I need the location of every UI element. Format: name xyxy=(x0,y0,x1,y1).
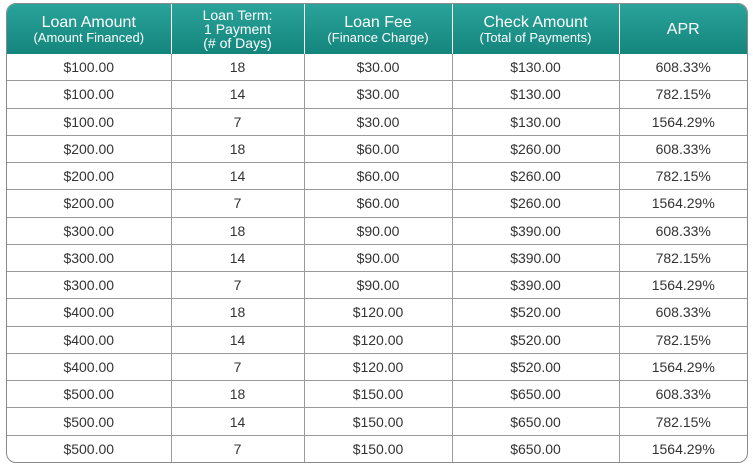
cell-loan-term: 7 xyxy=(171,353,304,380)
table-row xyxy=(7,190,747,217)
cell-loan-amount: $400.00 xyxy=(7,353,171,380)
cell-loan-amount: $100.00 xyxy=(7,81,171,108)
cell-loan-fee: $90.00 xyxy=(304,244,452,271)
table-row xyxy=(7,108,747,135)
cell-check-amount: $650.00 xyxy=(452,435,619,462)
cell-loan-fee: $150.00 xyxy=(304,435,452,462)
header-loan-amount-sublabel: (Amount Financed) xyxy=(33,29,145,45)
cell-check-amount: $260.00 xyxy=(452,135,619,162)
cell-loan-fee: $30.00 xyxy=(304,81,452,108)
table-row xyxy=(7,135,747,162)
table-body xyxy=(7,54,747,462)
table-header xyxy=(7,4,747,54)
table-row xyxy=(7,163,747,190)
header-apr-label: APR xyxy=(666,20,700,38)
cell-apr: 1564.29% xyxy=(619,108,747,135)
header-check-amount xyxy=(452,4,619,54)
cell-loan-fee: $60.00 xyxy=(304,163,452,190)
header-loan-fee-label: Loan Fee xyxy=(344,13,412,31)
header-loan-amount-label: Loan Amount xyxy=(41,13,136,31)
cell-loan-amount: $200.00 xyxy=(7,135,171,162)
cell-loan-fee: $60.00 xyxy=(304,135,452,162)
table-row xyxy=(7,435,747,462)
cell-check-amount: $260.00 xyxy=(452,163,619,190)
cell-loan-fee: $60.00 xyxy=(304,190,452,217)
cell-loan-amount: $400.00 xyxy=(7,326,171,353)
cell-loan-fee: $150.00 xyxy=(304,408,452,435)
cell-apr: 608.33% xyxy=(619,135,747,162)
cell-loan-amount: $300.00 xyxy=(7,217,171,244)
cell-check-amount: $390.00 xyxy=(452,217,619,244)
table-row xyxy=(7,54,747,81)
table-row xyxy=(7,244,747,271)
cell-loan-term: 7 xyxy=(171,190,304,217)
cell-loan-term: 18 xyxy=(171,135,304,162)
cell-check-amount: $650.00 xyxy=(452,381,619,408)
cell-loan-term: 7 xyxy=(171,435,304,462)
header-loan-term-sublabel-1: 1 Payment xyxy=(204,21,271,37)
cell-apr: 1564.29% xyxy=(619,353,747,380)
cell-check-amount: $390.00 xyxy=(452,272,619,299)
cell-loan-term: 14 xyxy=(171,163,304,190)
cell-loan-fee: $90.00 xyxy=(304,217,452,244)
cell-loan-term: 18 xyxy=(171,217,304,244)
cell-loan-amount: $400.00 xyxy=(7,299,171,326)
cell-loan-fee: $30.00 xyxy=(304,108,452,135)
cell-loan-fee: $120.00 xyxy=(304,299,452,326)
loan-fee-table xyxy=(7,4,747,462)
cell-apr: 608.33% xyxy=(619,299,747,326)
cell-loan-amount: $500.00 xyxy=(7,435,171,462)
cell-loan-term: 7 xyxy=(171,108,304,135)
cell-apr: 782.15% xyxy=(619,244,747,271)
cell-apr: 608.33% xyxy=(619,54,747,81)
header-loan-term xyxy=(171,4,304,54)
cell-apr: 782.15% xyxy=(619,81,747,108)
cell-loan-term: 18 xyxy=(171,381,304,408)
cell-loan-amount: $100.00 xyxy=(7,54,171,81)
cell-apr: 782.15% xyxy=(619,326,747,353)
cell-apr: 608.33% xyxy=(619,217,747,244)
cell-loan-amount: $500.00 xyxy=(7,408,171,435)
header-loan-term-label: Loan Term: xyxy=(202,7,273,23)
header-check-amount-sublabel: (Total of Payments) xyxy=(479,29,592,45)
cell-loan-amount: $300.00 xyxy=(7,272,171,299)
table-row xyxy=(7,326,747,353)
header-loan-fee-sublabel: (Finance Charge) xyxy=(327,29,429,45)
table-row xyxy=(7,299,747,326)
cell-apr: 1564.29% xyxy=(619,272,747,299)
cell-loan-fee: $120.00 xyxy=(304,326,452,353)
header-loan-amount xyxy=(7,4,171,54)
cell-loan-fee: $30.00 xyxy=(304,54,452,81)
table-row xyxy=(7,408,747,435)
cell-apr: 782.15% xyxy=(619,163,747,190)
cell-check-amount: $390.00 xyxy=(452,244,619,271)
cell-loan-term: 7 xyxy=(171,272,304,299)
cell-apr: 608.33% xyxy=(619,381,747,408)
cell-loan-term: 18 xyxy=(171,299,304,326)
cell-check-amount: $130.00 xyxy=(452,54,619,81)
cell-check-amount: $130.00 xyxy=(452,81,619,108)
cell-loan-amount: $300.00 xyxy=(7,244,171,271)
cell-loan-term: 14 xyxy=(171,408,304,435)
loan-fee-table-container xyxy=(6,3,748,463)
cell-loan-term: 14 xyxy=(171,81,304,108)
cell-check-amount: $130.00 xyxy=(452,108,619,135)
header-check-amount-label: Check Amount xyxy=(483,13,588,31)
cell-check-amount: $520.00 xyxy=(452,326,619,353)
table-row xyxy=(7,353,747,380)
cell-check-amount: $520.00 xyxy=(452,299,619,326)
cell-loan-fee: $150.00 xyxy=(304,381,452,408)
cell-loan-term: 14 xyxy=(171,244,304,271)
cell-loan-amount: $500.00 xyxy=(7,381,171,408)
cell-check-amount: $650.00 xyxy=(452,408,619,435)
cell-check-amount: $260.00 xyxy=(452,190,619,217)
cell-loan-term: 18 xyxy=(171,54,304,81)
table-row xyxy=(7,81,747,108)
cell-loan-amount: $200.00 xyxy=(7,190,171,217)
header-apr xyxy=(619,4,747,54)
table-row xyxy=(7,381,747,408)
cell-apr: 1564.29% xyxy=(651,440,715,457)
cell-apr: 782.15% xyxy=(619,408,747,435)
cell-loan-amount: $200.00 xyxy=(7,163,171,190)
header-loan-term-sublabel-2: (# of Days) xyxy=(203,35,272,51)
cell-loan-fee: $120.00 xyxy=(304,353,452,380)
cell-apr: 1564.29% xyxy=(619,190,747,217)
cell-check-amount: $520.00 xyxy=(452,353,619,380)
cell-loan-term: 14 xyxy=(171,326,304,353)
table-row xyxy=(7,272,747,299)
header-loan-fee xyxy=(304,4,452,54)
header-row xyxy=(7,4,747,54)
table-row xyxy=(7,217,747,244)
cell-loan-amount: $100.00 xyxy=(7,108,171,135)
cell-loan-fee: $90.00 xyxy=(304,272,452,299)
